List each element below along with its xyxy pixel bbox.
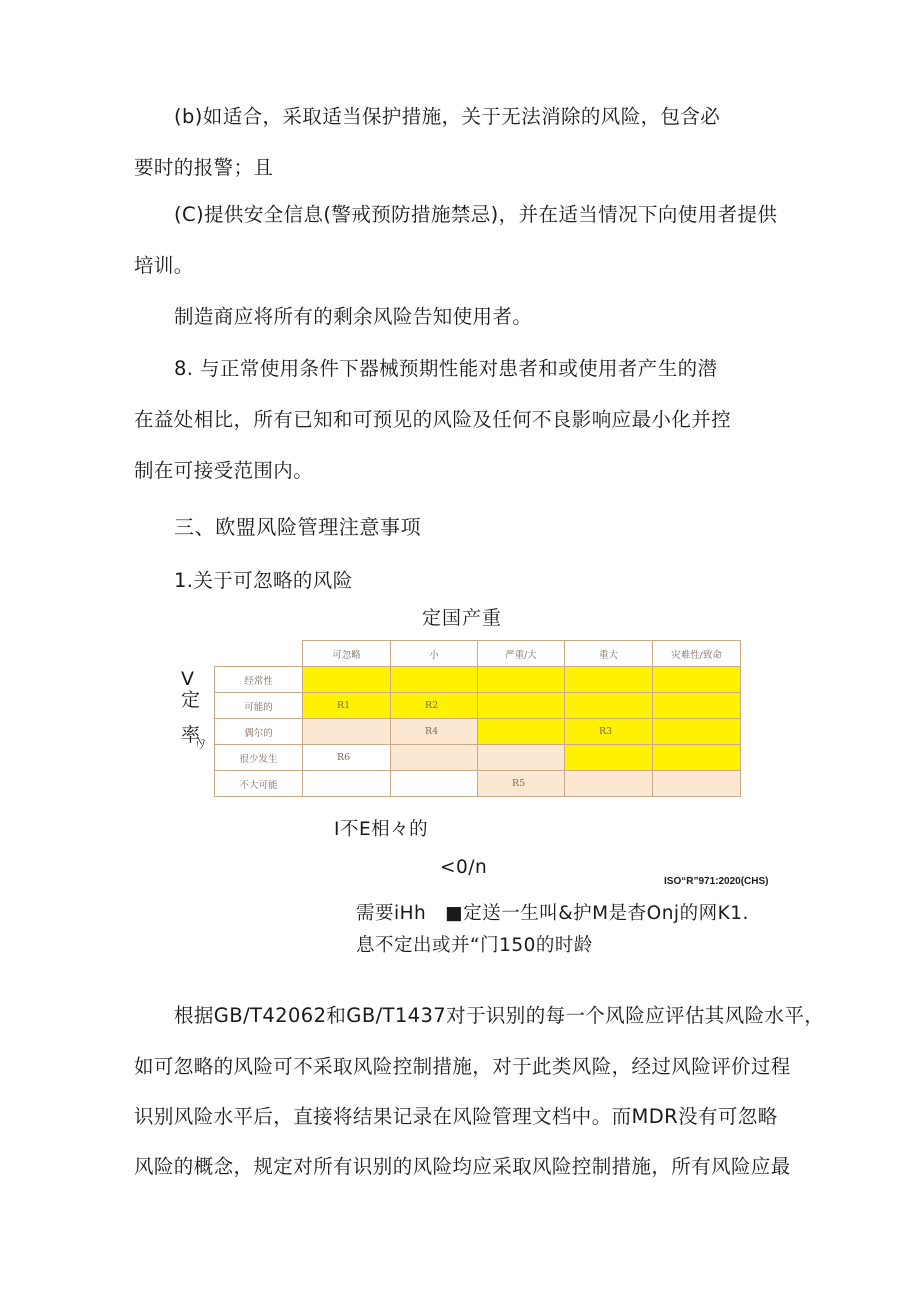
matrix-cell <box>478 693 565 719</box>
matrix-cell <box>565 693 653 719</box>
figure-legend-line-2: 息不定出或并“门150的时龄 <box>356 935 593 956</box>
subheading-negligible-risk: 1.关于可忽略的风险 <box>174 569 353 592</box>
row-header: 很少发生 <box>215 745 303 771</box>
risk-matrix-row <box>215 667 741 693</box>
paragraph-8-line-3: 制在可接受范围内。 <box>134 459 314 482</box>
body-line-3: 识别风险水平后，直接将结果记录在风险管理文档中。而MDR没有可忽略 <box>134 1105 778 1128</box>
paragraph-8-line-2: 在益处相比，所有已知和可预见的风险及任何不良影响应最小化并控 <box>134 408 732 431</box>
matrix-cell <box>565 667 653 693</box>
column-header: 灾难性/致命 <box>653 641 741 667</box>
risk-matrix-row <box>215 719 741 745</box>
body-line-4: 风险的概念，规定对所有识别的风险均应采取风险控制措施，所有风险应最 <box>134 1155 791 1178</box>
matrix-cell <box>303 719 391 745</box>
paragraph-c-line-2: 培训。 <box>134 254 194 277</box>
row-header: 经常性 <box>215 667 303 693</box>
matrix-cell <box>391 667 478 693</box>
matrix-cell <box>391 745 478 771</box>
iso-reference: ISO“R”971:2020(CHS) <box>664 876 769 887</box>
matrix-cell <box>653 745 741 771</box>
matrix-cell <box>565 771 653 797</box>
row-header: 可能的 <box>215 693 303 719</box>
y-axis-label-3: 率 <box>181 724 201 746</box>
matrix-cell <box>653 693 741 719</box>
paragraph-residual-risk: 制造商应将所有的剩余风险告知使用者。 <box>174 305 533 328</box>
y-axis-label-1: V <box>181 668 194 690</box>
y-axis-label-2: 定 <box>181 689 201 711</box>
matrix-cell: R5 <box>478 771 565 797</box>
column-header: 小 <box>391 641 478 667</box>
matrix-cell: R2 <box>391 693 478 719</box>
column-header: 重大 <box>565 641 653 667</box>
matrix-cell <box>303 667 391 693</box>
paragraph-b-line-2: 要时的报警；且 <box>134 156 274 179</box>
row-header: 偶尔的 <box>215 719 303 745</box>
matrix-cell <box>565 745 653 771</box>
matrix-cell <box>653 667 741 693</box>
matrix-cell <box>478 745 565 771</box>
risk-matrix <box>214 640 741 797</box>
paragraph-b-line-1: (b)如适合，采取适当保护措施，关于无法消除的风险，包含必 <box>174 105 721 128</box>
figure-caption-line-2: <0/n <box>440 857 488 878</box>
figure-legend-line-1: 需要iHh ■定送一生叫&护M是杳Onj的网K1. <box>356 903 749 924</box>
risk-matrix-row <box>215 771 741 797</box>
row-header: 不大可能 <box>215 771 303 797</box>
y-axis-label-4: 少 <box>193 735 210 752</box>
matrix-cell <box>303 771 391 797</box>
body-line-2: 如可忽略的风险可不采取风险控制措施，对于此类风险，经过风险评价过程 <box>134 1055 791 1078</box>
matrix-cell <box>478 667 565 693</box>
matrix-cell: R1 <box>303 693 391 719</box>
matrix-cell: R6 <box>303 745 391 771</box>
risk-matrix-row <box>215 693 741 719</box>
risk-matrix-corner <box>215 641 303 667</box>
risk-matrix-header-row <box>215 641 741 667</box>
matrix-cell <box>653 771 741 797</box>
column-header: 严重/大 <box>478 641 565 667</box>
matrix-cell <box>391 771 478 797</box>
body-line-1: 根据GB/T42062和GB/T1437对于识别的每一个风险应评估其风险水平， <box>174 1004 825 1027</box>
risk-matrix-row <box>215 745 741 771</box>
section-heading: 三、欧盟风险管理注意事项 <box>174 515 422 539</box>
matrix-cell <box>478 719 565 745</box>
paragraph-8-line-1: 8. 与正常使用条件下器械预期性能对患者和或使用者产生的潜 <box>174 357 718 380</box>
column-header: 可忽略 <box>303 641 391 667</box>
matrix-cell: R3 <box>565 719 653 745</box>
paragraph-c-line-1: (C)提供安全信息(警戒预防措施禁忌)，并在适当情况下向使用者提供 <box>174 203 778 226</box>
matrix-cell <box>653 719 741 745</box>
figure-caption-line-1: I不E相々的 <box>334 819 429 840</box>
matrix-cell: R4 <box>391 719 478 745</box>
figure-title: 定国产重 <box>422 607 503 629</box>
